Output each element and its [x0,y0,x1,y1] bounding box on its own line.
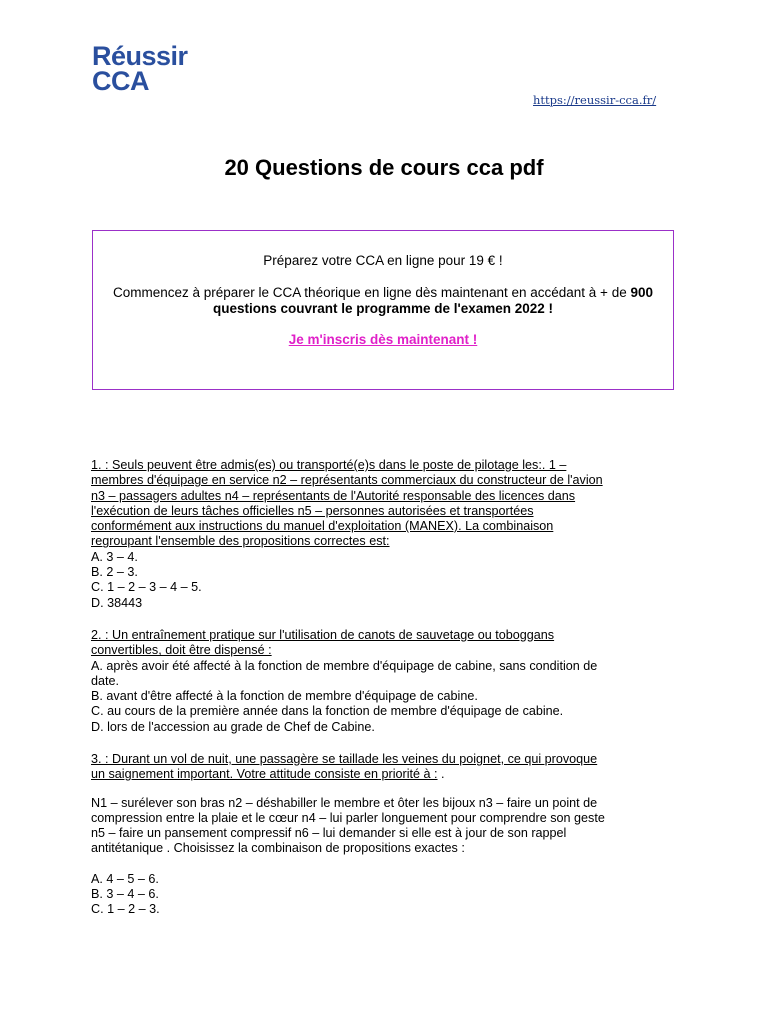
question-2-option-a-cont: date. [91,673,120,688]
question-2-option-c: C. au cours de la première année dans la fonction de membre d'équipage de cabine. [91,704,564,719]
promo-price-line: Préparez votre CCA en ligne pour 19 € ! [263,253,503,268]
question-2-option-d: D. lors de l'accession au grade de Chef de Cabine. [91,719,375,734]
question-1-stem [91,458,681,550]
question-2-stem-line: 2. : Un entraînement pratique sur l'utilisation de canots de sauvetage ou toboggans [91,628,555,642]
question-1-option-b: B. 2 – 3. [91,565,138,580]
promo-description-line-1: Commencez à préparer le CCA théorique en ligne dès maintenant en accédant à + [112,285,608,300]
question-1-stem-line: conformément aux instructions du manuel d'exploitation (MANEX). La combinaison [91,519,554,534]
question-1-stem-line: regroupant l'ensemble des propositions correctes est: [91,534,390,549]
question-3-body-line: N1 – surélever son bras n2 – déshabiller le membre et ôter les bijoux n3 – faire un point de [91,795,598,810]
question-3-body-line: compression entre la plaie et le cœur n4 – lui parler longuement pour comprendre son geste [91,810,605,825]
question-1-stem-line: membres d'équipage en service n2 – représentants commerciaux du constructeur de l'avion [91,473,603,488]
question-3-stem-suffix: . [437,767,445,782]
question-3-option-a: A. 4 – 5 – 6. [91,871,159,886]
question-1-option-a: A. 3 – 4. [91,549,138,564]
question-3-body [91,796,681,857]
question-2-option-a: A. après avoir été affecté à la fonction de membre d'équipage de cabine, sans condition de [91,658,598,673]
question-1-option-d: D. 38443 [91,595,143,610]
logo-line-2: CCA [92,66,149,96]
question-3-body-line: n5 – faire un pansement compressif n6 – lui demander si elle est à jour de son rappel [91,826,567,841]
question-1-stem-line: l'exécution de leurs tâches officielles n5 – personnes autorisées et transportées [91,503,534,518]
promo-description-prefix: de [611,285,631,300]
question-3-stem-line: un saignement important. Votre attitude consiste en priorité à : [91,767,438,782]
question-3-stem-line: 3. : Durant un vol de nuit, une passagère se taillade les veines du poignet, ce qui provoque [91,752,598,766]
question-1 [91,458,681,611]
question-2 [91,628,681,735]
logo-line-1: Réussir [92,41,188,71]
question-2-option-b: B. avant d'être affecté à la fonction de membre d'équipage de cabine. [91,689,478,704]
question-2-stem [91,628,681,659]
page-title: 20 Questions de cours cca pdf [224,155,544,180]
site-url-link[interactable]: https://reussir-cca.fr/ [533,93,657,107]
question-3-option-c: C. 1 – 2 – 3. [91,902,160,917]
question-3-body-line: antitétanique . Choisissez la combinaison de propositions exactes : [91,841,465,856]
question-1-option-c: C. 1 – 2 – 3 – 4 – 5. [91,580,202,595]
question-3-option-b: B. 3 – 4 – 6. [91,887,159,902]
question-1-stem-line: n3 – passagers adultes n4 – représentants de l'Autorité responsable des licences dans [91,488,576,503]
promo-cta-wrapper [93,332,673,348]
question-3-stem-line-wrap [91,767,681,782]
question-3-options [91,872,681,918]
question-2-stem-line: convertibles, doit être dispensé : [91,643,272,658]
question-3-stem-line-wrap [91,752,681,767]
question-1-stem-line: 1. : Seuls peuvent être admis(es) ou transporté(e)s dans le poste de pilotage les:. 1 – [91,458,567,472]
promo-box [92,230,674,390]
site-logo[interactable] [92,41,188,96]
promo-description [93,285,673,317]
signup-link[interactable]: Je m'inscris dès maintenant ! [288,332,478,347]
question-3 [91,752,681,918]
promo-description-bold: 900 questions couvrant le programme de l'examen 2022 ! [212,285,653,316]
